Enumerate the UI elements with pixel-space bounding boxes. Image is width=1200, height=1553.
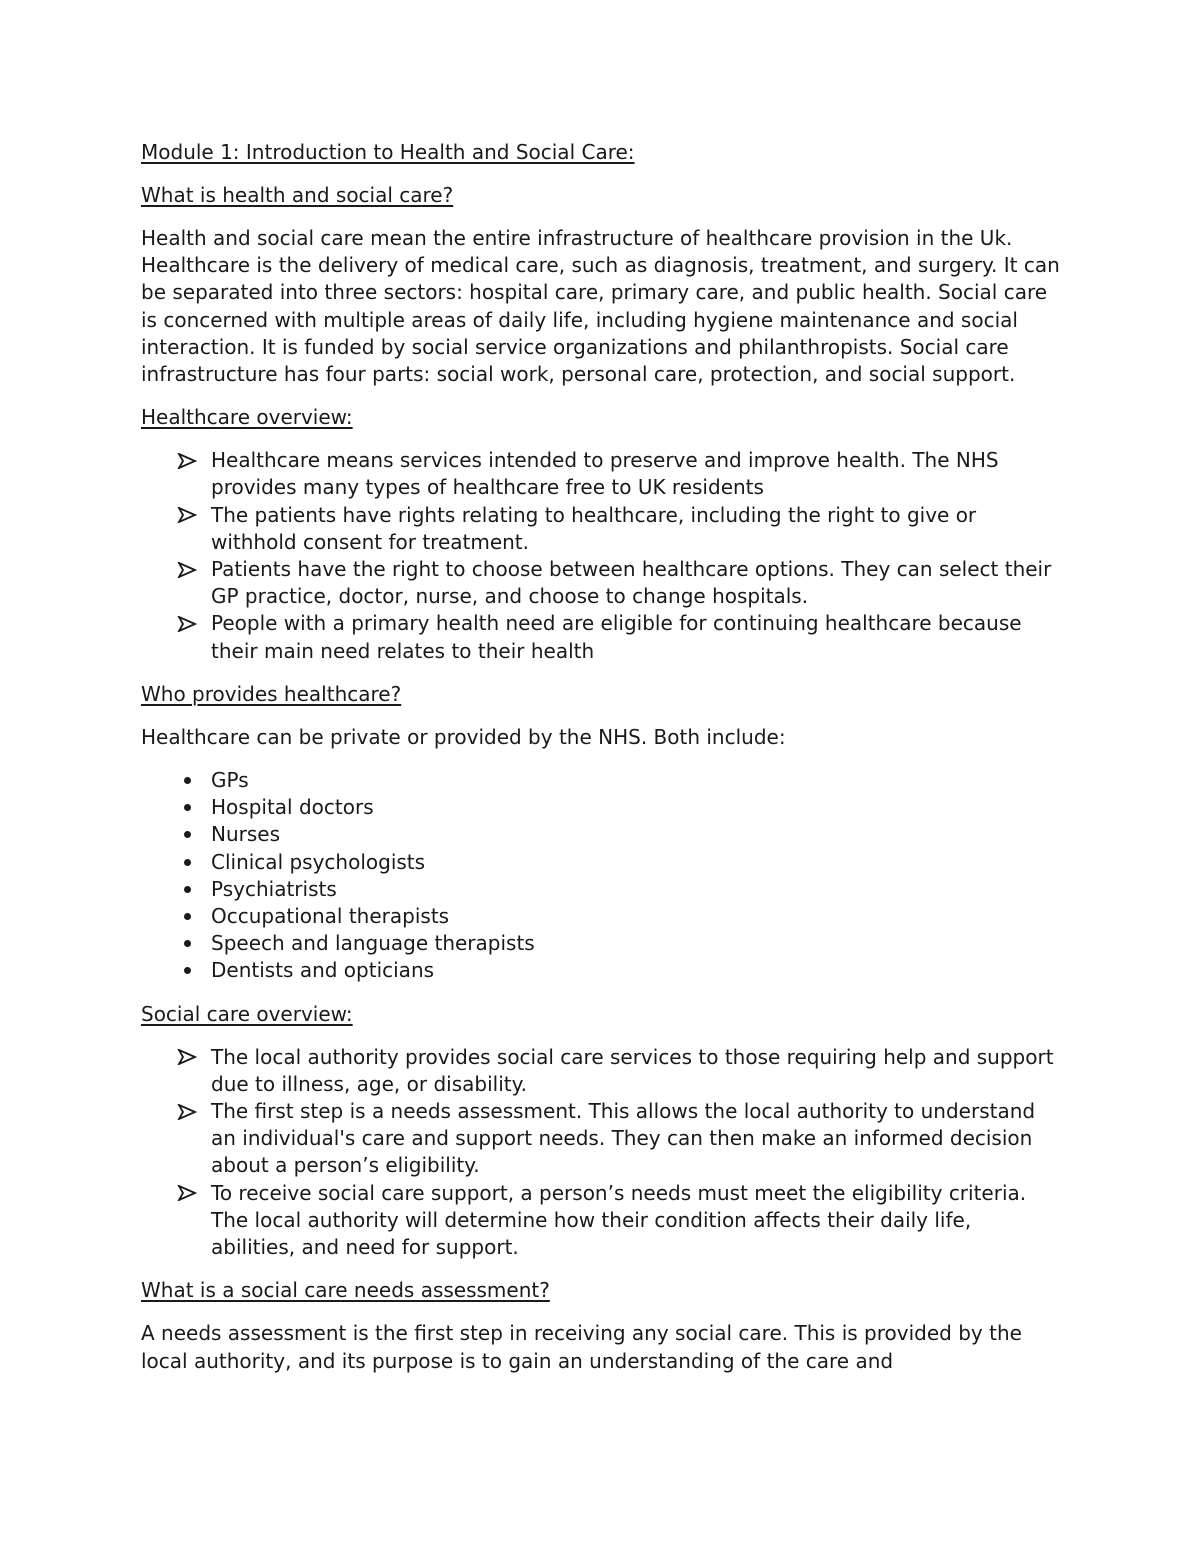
list-item	[141, 502, 1061, 556]
list-item	[141, 794, 1061, 821]
round-bullet-icon	[175, 957, 199, 984]
list-item-text: Hospital doctors	[211, 795, 374, 820]
social-care-overview-list	[141, 1044, 1061, 1262]
document-body	[141, 139, 1061, 1391]
list-item-text: Speech and language therapists	[211, 931, 535, 956]
arrowhead-bullet-icon	[175, 447, 199, 474]
arrowhead-bullet-icon	[175, 610, 199, 637]
list-item-text: Patients have the right to choose between healthcare options. They can select their GP practice, doctor, nurse, and choose to change hospitals.	[211, 557, 1052, 609]
round-bullet-icon	[175, 876, 199, 903]
list-item	[141, 1044, 1061, 1098]
section-heading-healthcare-overview: Healthcare overview:	[141, 405, 353, 430]
list-item-text: The local authority provides social care services to those requiring help and support due to illness, age, or disability.	[211, 1044, 1054, 1096]
list-item	[141, 556, 1061, 610]
list-item-text: Nurses	[211, 822, 281, 847]
arrowhead-bullet-icon	[175, 1044, 199, 1071]
list-item-text: To receive social care support, a person’s needs must meet the eligibility criteria. The local authority will determine how their condition affects their daily life, abilities, and need for support.	[211, 1180, 1027, 1260]
section-heading-what-is: What is health and social care?	[141, 183, 454, 207]
list-item-text: The patients have rights relating to healthcare, including the right to give or withhold consent for treatment.	[211, 502, 977, 554]
list-item-text: Dentists and opticians	[211, 958, 435, 983]
list-item-text: People with a primary health need are eligible for continuing healthcare because their main need relates to their health	[211, 611, 1022, 663]
round-bullet-icon	[175, 849, 199, 876]
list-item	[141, 767, 1061, 794]
section-heading-social-care-overview: Social care overview:	[141, 1001, 353, 1026]
paragraph-who-provides: Healthcare can be private or provided by the NHS. Both include:	[141, 724, 786, 749]
round-bullet-icon	[175, 767, 199, 794]
paragraph-what-is: Health and social care mean the entire infrastructure of healthcare provision in the Uk. Healthcare is the delivery of medical care, such as diagnosis, treatment, and surgery. It can be separated into three sectors: hospital care, primary care, and public health. Social care is concerned with multiple areas of daily life, including hygiene maintenance and social interaction. It is funded by social service organizations and philanthropists. Social care infrastructure has four parts: social work, personal care, protection, and social support.	[141, 226, 1060, 387]
list-item	[141, 903, 1061, 930]
list-item	[141, 876, 1061, 903]
list-item	[141, 1098, 1061, 1180]
list-item-text: Psychiatrists	[211, 876, 337, 901]
list-item-text: The first step is a needs assessment. This allows the local authority to understand an individual's care and support needs. They can then make an informed decision about a person’s eligibility.	[211, 1099, 1036, 1178]
arrowhead-bullet-icon	[175, 502, 199, 529]
arrowhead-bullet-icon	[175, 1180, 199, 1207]
round-bullet-icon	[175, 821, 199, 848]
arrowhead-bullet-icon	[175, 1098, 199, 1125]
paragraph-needs-assessment: A needs assessment is the first step in receiving any social care. This is provided by the local authority, and its purpose is to gain an understanding of the care and	[141, 1321, 1022, 1373]
list-item	[141, 1180, 1061, 1262]
list-item	[141, 610, 1061, 664]
round-bullet-icon	[175, 794, 199, 821]
list-item-text: Clinical psychologists	[211, 849, 426, 874]
list-item	[141, 930, 1061, 957]
section-heading-who-provides: Who provides healthcare?	[141, 681, 402, 706]
module-title: Module 1: Introduction to Health and Social Care:	[141, 140, 635, 164]
providers-list	[141, 767, 1061, 985]
round-bullet-icon	[175, 930, 199, 957]
list-item	[141, 849, 1061, 876]
list-item-text: GPs	[211, 768, 249, 793]
list-item	[141, 447, 1061, 501]
list-item-text: Healthcare means services intended to preserve and improve health. The NHS provides many types of healthcare free to UK residents	[211, 448, 999, 500]
list-item-text: Occupational therapists	[211, 904, 450, 929]
arrowhead-bullet-icon	[175, 556, 199, 583]
healthcare-overview-list	[141, 447, 1061, 665]
list-item	[141, 957, 1061, 984]
round-bullet-icon	[175, 903, 199, 930]
section-heading-needs-assessment: What is a social care needs assessment?	[141, 1278, 550, 1303]
list-item	[141, 821, 1061, 848]
